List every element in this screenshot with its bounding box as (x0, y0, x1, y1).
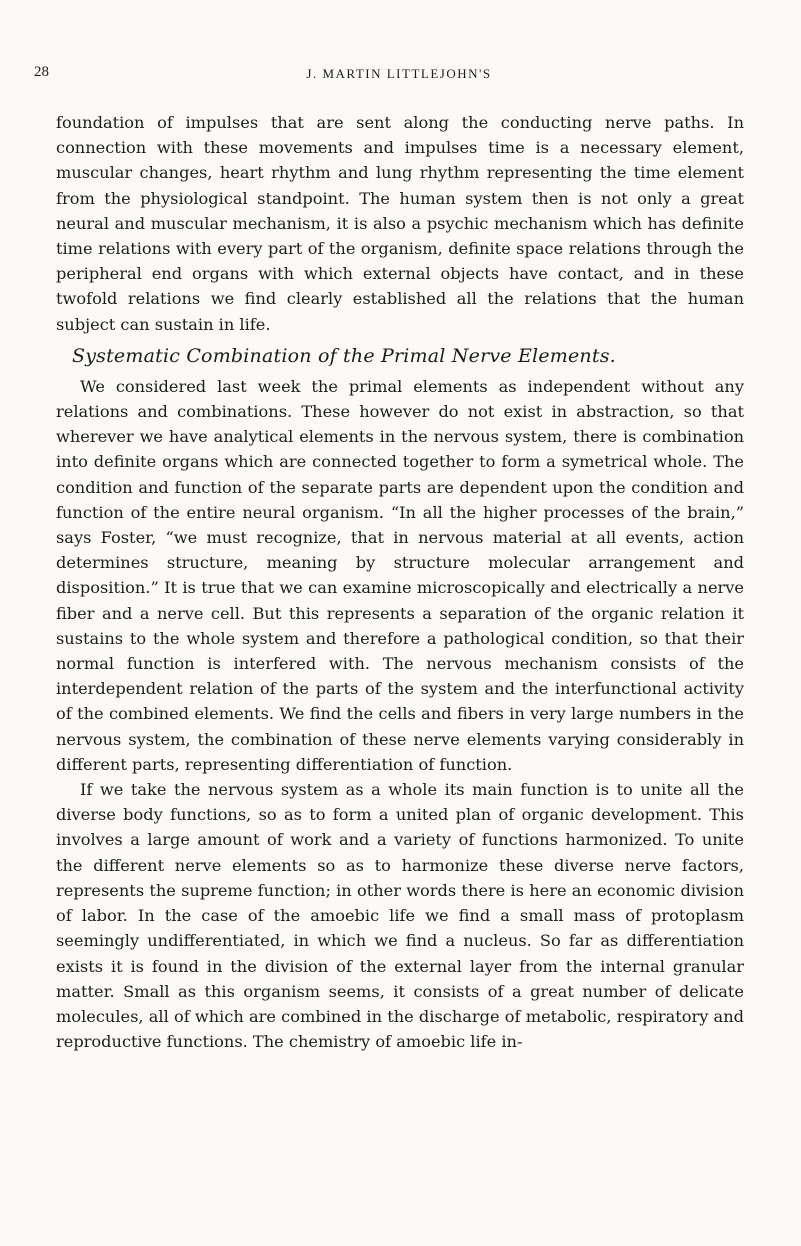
section-heading: Systematic Combination of the Primal Nerve Elements. (72, 344, 616, 367)
body-text (56, 110, 744, 1054)
paragraph-3: If we take the nervous system as a whole its main function is to unite all the diverse body functions, so as to form a united plan of organic development. This involves a large amount of work and a variety of functions harmonized. To unite the different nerve elements so as to harmonize these diverse nerve factors, represents the supreme function; in other words there is here an economic division of labor. In the case of the amoebic life we find a small mass of protoplasm seemingly undifferentiated, in which we find a nucleus. So far as differentiation exists it is found in the division of the external layer from the internal granular matter. Small as this organism seems, it consists of a great number of delicate molecules, all of which are combined in the discharge of metabolic, respiratory and reproductive functions. The chemistry of amoebic life in- (56, 780, 744, 1052)
page-number: 28 (34, 64, 49, 80)
paragraph-2: We considered last week the primal elements as independent without any relations and combinations. These however do not exist in abstraction, so that wherever we have analytical elements in the nervous system, there is combination into definite organs which are connected together to form a symetrical whole. The condition and function of the separate parts are dependent upon the condition and function of the entire neural organism. “In all the higher processes of the brain,” says Foster, “we must recognize, that in nervous material at all events, action determines structure, meaning by structure molecular arrangement and disposition.” It is true that we can examine microscopically and electrically a nerve fiber and a nerve cell. But this represents a separation of the organic relation it sustains to the whole system and therefore a pathological condition, so that their normal function is interfered with. The nervous mechanism consists of the interdependent relation of the parts of the system and the interfunctional activity of the combined elements. We find the cells and fibers in very large numbers in the nervous system, the combination of these nerve elements varying considerably in different parts, representing differentiation of function. (56, 376, 744, 774)
running-title: J. MARTIN LITTLEJOHN'S (306, 66, 492, 81)
paragraph-1: foundation of impulses that are sent along the conducting nerve paths. In connection with these movements and impulses time is a necessary element, muscular changes, heart rhythm and lung rhythm representing the time element from the physiological standpoint. The human system then is not only a great neural and muscular mechanism, it is also a psychic mechanism which has definite time relations with every part of the organism, definite space relations through the peripheral end organs with which external objects have contact, and in these twofold relations we find clearly established all the relations that the human subject can sustain in life. (56, 113, 744, 334)
running-head (34, 64, 764, 86)
